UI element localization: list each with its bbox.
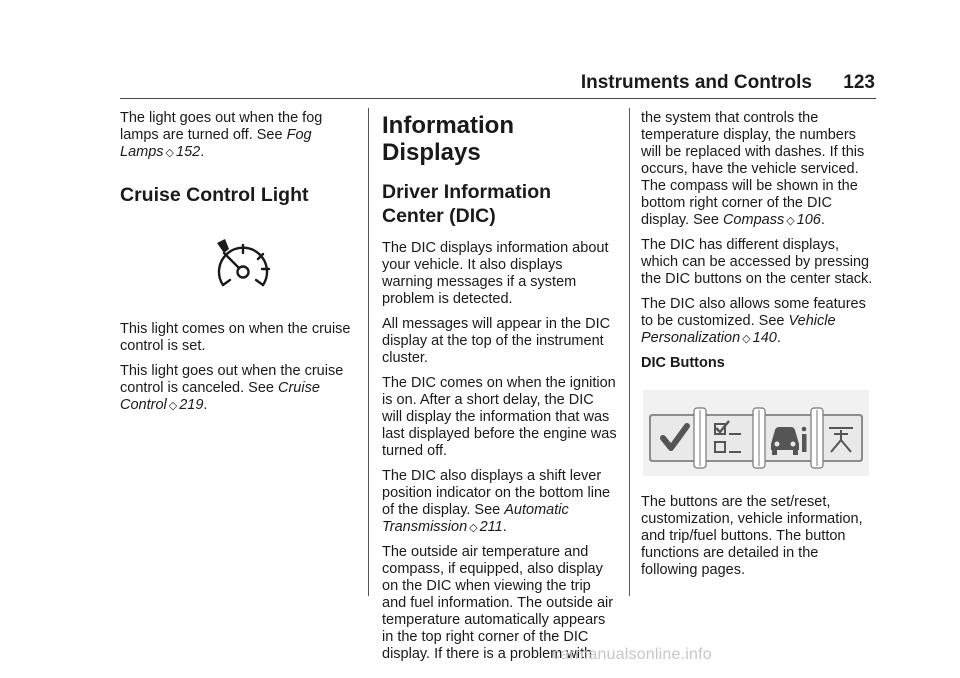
dic-displays-paragraph: The DIC has different displays, which can be accessed by pressing the DIC buttons on the center stack. xyxy=(641,237,873,287)
page-ref-icon: ◇ xyxy=(469,521,478,534)
dic-buttons-illustration xyxy=(643,390,869,476)
column-3 xyxy=(641,110,877,587)
compass-page[interactable]: 106 xyxy=(796,212,821,228)
dic-buttons-paragraph: The buttons are the set/reset, customization, vehicle information, and trip/fuel buttons. The button functions are detailed in the following pages. xyxy=(641,494,863,578)
information-displays-heading: Information Displays xyxy=(382,112,514,166)
page-header xyxy=(0,0,960,100)
page-ref-icon: ◇ xyxy=(742,332,751,345)
cruise-control-link[interactable]: Cruise Control xyxy=(120,380,320,413)
cruise-control-page[interactable]: 219 xyxy=(179,397,204,413)
dic-temperature-paragraph: The outside air temperature and compass, if equipped, also display on the DIC when viewing the trip and fuel information. The outside air temperature automatically appears in the top right corner of the DIC display. If there is a problem with xyxy=(382,544,614,662)
vehicle-personalization-page[interactable]: 140 xyxy=(752,330,777,346)
vehicle-personalization-link[interactable]: Vehicle Personalization xyxy=(641,313,836,346)
dic-messages-paragraph: All messages will appear in the DIC display at the top of the instrument cluster. xyxy=(382,316,611,366)
cruise-on-paragraph: This light comes on when the cruise control is set. xyxy=(120,321,351,354)
column-divider-1 xyxy=(368,108,369,596)
page-ref-icon: ◇ xyxy=(165,146,174,159)
fog-lamps-page[interactable]: 152 xyxy=(176,144,201,160)
customization-paragraph: The DIC also allows some features to be customized. See Vehicle Personalization ◇ 140. xyxy=(641,296,866,346)
page-number: 123 xyxy=(843,72,875,93)
page-ref-icon: ◇ xyxy=(786,214,795,227)
compass-link[interactable]: Compass xyxy=(722,212,785,228)
column-2 xyxy=(382,110,617,671)
dic-shift-paragraph: The DIC also displays a shift lever position indicator on the bottom line of the display. See Automatic Transmission ◇ 211. xyxy=(382,468,611,535)
fog-lamps-link[interactable]: Fog Lamps xyxy=(120,127,312,160)
cruise-control-heading: Cruise Control Light xyxy=(120,184,309,206)
section-title: Instruments and Controls xyxy=(580,72,812,93)
page-ref-icon: ◇ xyxy=(168,399,178,412)
column-1 xyxy=(120,110,358,422)
dic-intro-paragraph: The DIC displays information about your vehicle. It also displays warning messages if a system problem is detected. xyxy=(382,240,609,307)
watermark: carmanualsonline.info xyxy=(552,646,712,663)
column-divider-2 xyxy=(629,108,630,596)
fog-lamp-paragraph: The light goes out when the fog lamps are turned off. See Fog Lamps ◇ 152. xyxy=(120,110,323,160)
automatic-transmission-page[interactable]: 211 xyxy=(479,519,503,535)
cruise-control-icon xyxy=(120,233,358,303)
temperature-continued-paragraph: the system that controls the temperature display, the numbers will be replaced with dashes. If this occurs, have the vehicle serviced. The compass will be shown in the bottom right corner of the DIC display. See Compass ◇ 106. xyxy=(641,110,865,228)
cruise-off-paragraph: This light goes out when the cruise control is canceled. See Cruise Control ◇ 219. xyxy=(120,363,344,413)
header-divider xyxy=(120,98,876,99)
dic-ignition-paragraph: The DIC comes on when the ignition is on. After a short delay, the DIC will display the information that was last displayed before the engine was turned off. xyxy=(382,375,617,459)
dic-heading: Driver Information Center (DIC) xyxy=(382,181,552,227)
dic-buttons-heading: DIC Buttons xyxy=(641,355,725,371)
automatic-transmission-link[interactable]: Automatic Transmission xyxy=(382,502,569,535)
